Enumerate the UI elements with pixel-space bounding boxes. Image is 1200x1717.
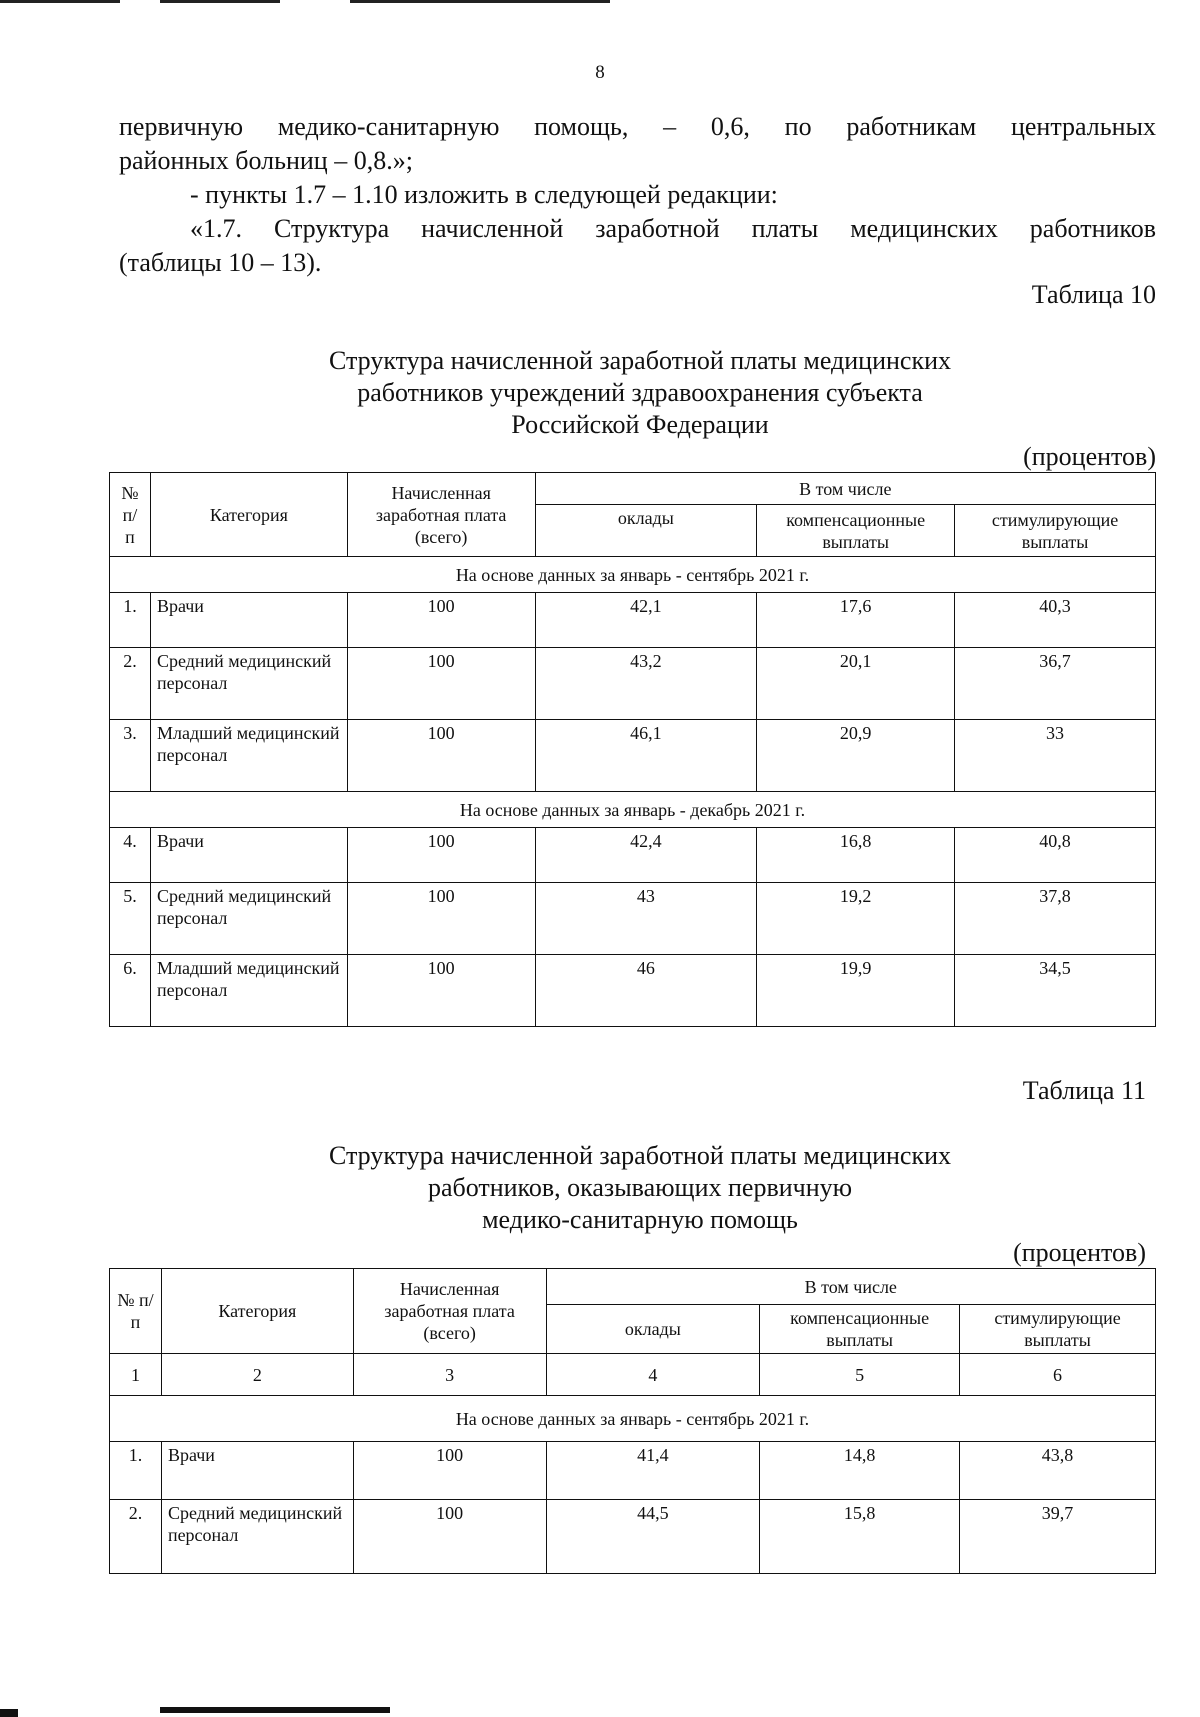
- column-number: 6: [960, 1354, 1156, 1396]
- table-10-title: [180, 345, 1100, 441]
- intro-line-5: (таблицы 10 – 13).: [119, 248, 322, 277]
- section-title: На основе данных за январь - сентябрь 2021 г.: [110, 557, 1156, 593]
- cell-num: 5.: [110, 883, 151, 955]
- cell-total: 100: [353, 1500, 546, 1574]
- cell-stim: 37,8: [955, 883, 1156, 955]
- cell-stim: 39,7: [960, 1500, 1156, 1574]
- cell-comp: 16,8: [757, 828, 955, 883]
- table-row: [110, 1500, 1156, 1574]
- cell-total: 100: [347, 648, 535, 720]
- cell-total: 100: [347, 720, 535, 792]
- cell-salary: 41,4: [546, 1442, 760, 1500]
- header-total: Начисленная заработная плата (всего): [347, 473, 535, 557]
- cell-stim: 40,8: [955, 828, 1156, 883]
- cell-stim: 36,7: [955, 648, 1156, 720]
- intro-line-3: - пункты 1.7 – 1.10 изложить в следующей редакции:: [190, 180, 778, 209]
- table-11-title-line: медико-санитарную помощь: [482, 1205, 798, 1234]
- cell-num: 2.: [110, 648, 151, 720]
- column-number-row: [110, 1354, 1156, 1396]
- header-num: № п/п: [110, 1269, 162, 1354]
- cell-stim: 40,3: [955, 593, 1156, 648]
- header-total: Начисленная заработная плата (всего): [353, 1269, 546, 1354]
- cell-num: 1.: [110, 1442, 162, 1500]
- cell-salary: 43,2: [535, 648, 757, 720]
- table-10-units: (процентов): [1023, 442, 1156, 471]
- header-salary: оклады: [546, 1305, 760, 1354]
- cell-num: 1.: [110, 593, 151, 648]
- table-10: [109, 472, 1156, 1027]
- column-number: 3: [353, 1354, 546, 1396]
- cell-total: 100: [347, 828, 535, 883]
- cell-num: 2.: [110, 1500, 162, 1574]
- table-11-title-line: работников, оказывающих первичную: [427, 1173, 853, 1202]
- column-number: 4: [546, 1354, 760, 1396]
- cell-stim: 33: [955, 720, 1156, 792]
- table-row: [110, 828, 1156, 883]
- cell-total: 100: [347, 883, 535, 955]
- table-10-title-line: работников учреждений здравоохранения субъекта: [357, 378, 923, 407]
- cell-salary: 42,4: [535, 828, 757, 883]
- cell-comp: 15,8: [760, 1500, 960, 1574]
- table-10-label: Таблица 10: [1031, 280, 1156, 309]
- header-category: Категория: [150, 473, 347, 557]
- table-11: [109, 1268, 1156, 1574]
- cell-num: 3.: [110, 720, 151, 792]
- table-11-title: [180, 1140, 1100, 1236]
- header-comp: компенсационные выплаты: [757, 505, 955, 557]
- header-comp: компенсационные выплаты: [760, 1305, 960, 1354]
- header-stim: стимулирующие выплаты: [955, 505, 1156, 557]
- intro-line-2: районных больниц – 0,8.»;: [119, 146, 413, 175]
- section-title: На основе данных за январь - сентябрь 2021 г.: [110, 1396, 1156, 1442]
- section-title: На основе данных за январь - декабрь 2021 г.: [110, 792, 1156, 828]
- cell-category: Средний медицинский персонал: [150, 648, 347, 720]
- cell-category: Младший медицинский персонал: [150, 720, 347, 792]
- cell-category: Средний медицинский персонал: [161, 1500, 353, 1574]
- scan-edge-line: [160, 0, 280, 3]
- cell-salary: 43: [535, 883, 757, 955]
- column-number: 1: [110, 1354, 162, 1396]
- cell-category: Врачи: [150, 828, 347, 883]
- scan-edge-line: [350, 0, 610, 3]
- scan-edge-line: [0, 1709, 18, 1717]
- cell-salary: 46: [535, 955, 757, 1027]
- header-salary: оклады: [535, 505, 757, 557]
- table-row: [110, 720, 1156, 792]
- header-group: В том числе: [546, 1269, 1155, 1305]
- scan-edge-line: [0, 0, 120, 3]
- table-11-units: (процентов): [1013, 1238, 1146, 1267]
- cell-stim: 43,8: [960, 1442, 1156, 1500]
- table-10-title-line: Российской Федерации: [511, 410, 769, 439]
- header-num: № п/ п: [110, 473, 151, 557]
- cell-category: Врачи: [161, 1442, 353, 1500]
- cell-comp: 19,9: [757, 955, 955, 1027]
- cell-salary: 46,1: [535, 720, 757, 792]
- header-group: В том числе: [535, 473, 1155, 505]
- cell-category: Младший медицинский персонал: [150, 955, 347, 1027]
- cell-salary: 42,1: [535, 593, 757, 648]
- table-11-label: Таблица 11: [1022, 1076, 1146, 1105]
- table-row: [110, 593, 1156, 648]
- cell-comp: 20,1: [757, 648, 955, 720]
- intro-line-4: «1.7. Структура начисленной заработной платы медицинских работников: [190, 214, 1156, 243]
- cell-num: 6.: [110, 955, 151, 1027]
- header-stim: стимулирующие выплаты: [960, 1305, 1156, 1354]
- table-row: [110, 1442, 1156, 1500]
- table-row: [110, 883, 1156, 955]
- cell-comp: 20,9: [757, 720, 955, 792]
- cell-total: 100: [347, 955, 535, 1027]
- page-number: 8: [595, 62, 605, 83]
- cell-comp: 14,8: [760, 1442, 960, 1500]
- cell-category: Средний медицинский персонал: [150, 883, 347, 955]
- column-number: 5: [760, 1354, 960, 1396]
- table-row: [110, 648, 1156, 720]
- cell-total: 100: [353, 1442, 546, 1500]
- scan-edge-line: [160, 1707, 390, 1713]
- cell-salary: 44,5: [546, 1500, 760, 1574]
- header-category: Категория: [161, 1269, 353, 1354]
- cell-comp: 17,6: [757, 593, 955, 648]
- column-number: 2: [161, 1354, 353, 1396]
- cell-total: 100: [347, 593, 535, 648]
- cell-category: Врачи: [150, 593, 347, 648]
- cell-num: 4.: [110, 828, 151, 883]
- intro-line-1: первичную медико-санитарную помощь, – 0,6, по работникам центральных: [119, 112, 1156, 141]
- table-10-title-line: Структура начисленной заработной платы медицинских: [328, 346, 952, 375]
- table-row: [110, 955, 1156, 1027]
- cell-comp: 19,2: [757, 883, 955, 955]
- table-11-title-line: Структура начисленной заработной платы медицинских: [328, 1141, 952, 1170]
- cell-stim: 34,5: [955, 955, 1156, 1027]
